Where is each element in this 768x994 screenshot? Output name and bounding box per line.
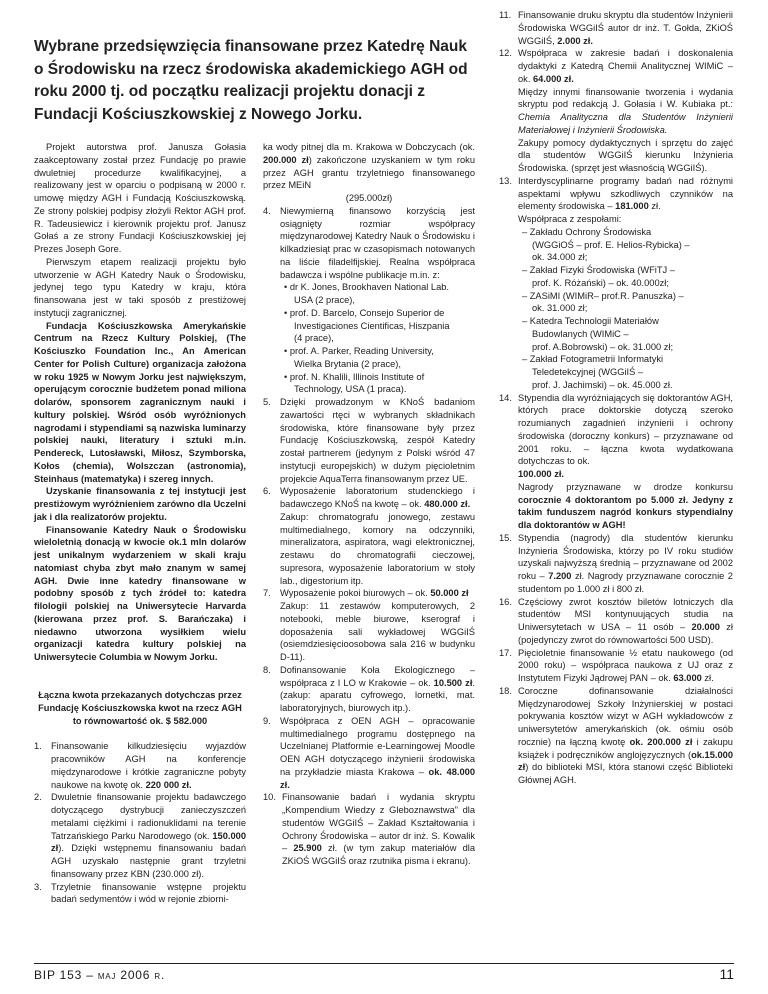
sub-item-continuation: prof. A.Bobrowski) – ok. 31.000 zł; bbox=[532, 341, 674, 352]
list-text: Częściowy zwrot kosztów biletów lotniczych dla studentów MSI kontynuujących studia na Uniwersytetach w USA – 11 osób – 20.000 zł (pojedynczy zwrot do równowartości 500 USD). bbox=[518, 596, 733, 645]
sub-item: – Zakładu Ochrony Środowiska bbox=[522, 226, 652, 237]
list-text: Niewymierną finansowo korzyścią jest osiągnięty rozmiar współpracy międzynarodowej Katedry Nauk o Środowisku i kilkadziesiąt prac w czasopismach notowanych na liście filadelfijskiej. Realna współpraca badawcza i wspólne publikacje m.in. z: • dr K. Jones, Brookhaven National Lab. USA (2 prace), • prof. D. Barcelo, Consejo Superior de Investigaciones Cientificas, Hiszpania (4 prace), • prof. A. Parker, Reading University, Wielka Brytania (2 prace), • prof. N. Khalili, Illinois Institute of Technology, USA (1 praca). bbox=[280, 205, 475, 395]
list-number: 10. bbox=[263, 792, 276, 803]
list-item bbox=[499, 596, 733, 647]
list-item bbox=[499, 47, 733, 175]
bullet-continuation: USA (2 prace), bbox=[294, 295, 355, 305]
list-item bbox=[263, 664, 475, 715]
list-item bbox=[499, 685, 733, 787]
list-number: 17. bbox=[499, 647, 512, 658]
bold-text: Uzyskanie finansowania z tej instytucji jest prestiżowym wyróżnieniem zarówno dla Uczelni jak i dla realizatorów projektu. bbox=[34, 486, 246, 522]
list-item bbox=[34, 791, 246, 880]
bold-text: Finansowanie Katedry Nauk o Środowisku wieloletnią donacją w kwocie ok.1 mln dolarów jest unikalnym wydarzeniem w skali kraju natomiast chyba zbyt mało znanym w samej AGH. Dwie inne katedry finansowane w podobny sposób z tych źródeł to: katedra filologii polskiej na Uniwersytecie Harvarda (kierowana przez prof. S. Barańczaka) i niedawno utworzona wysiłkiem wielu organizacji katedra kultury polskiej na Uniwersytecie Columbia w Nowym Jorku. bbox=[34, 524, 246, 662]
sub-item-continuation: prof. K. Różański) – ok. 40.000zł; bbox=[532, 277, 669, 288]
list-number: 4. bbox=[263, 205, 271, 216]
total-amount-paragraph bbox=[34, 689, 246, 727]
page-title: Wybrane przedsięwzięcia finansowane przez Katedrę Nauk o Środowisku na rzecz środowiska akademickiego AGH od roku 2000 tj. od początku realizacji projektu donacji z Fundacji Kościuszkowskiej z Nowego Jorku. bbox=[34, 38, 468, 123]
list-text: Dzięki prowadzonym w KNoŚ badaniom zawartości rtęci w wybranych składnikach środowiska, które finansowane były przez Fundację Kościuszkowską, zespół Katedry został partnerem (jedynym z Polski wśród 47 instytucji europejskich) w dużym pięcioletnim projekcie AquaTerra finansowanym przez UE. bbox=[280, 397, 475, 484]
spacer bbox=[34, 664, 246, 677]
sub-item-continuation: Teledetekcyjnej (WGGiIŚ – bbox=[532, 367, 644, 377]
page-number: 11 bbox=[719, 966, 734, 982]
sub-item: – Zakład Fotogrametrii Informatyki bbox=[522, 354, 664, 365]
list-number: 7. bbox=[263, 588, 271, 599]
spacer bbox=[34, 677, 246, 690]
list-number: 1. bbox=[34, 741, 42, 752]
bullet-continuation: Wielka Brytania (2 prace), bbox=[294, 358, 401, 369]
list-text: Wyposażenie pokoi biurowych – ok. 50.000 zł Zakup: 11 zestawów komputerowych, 2 notebooki, meble biurowe, kserograf i doposażenia sali wykładowej WGGiIŚ (osiemdziesięcioosobowa sala 216 w budynku D-11). bbox=[280, 588, 475, 662]
paragraph: ka wody pitnej dla m. Krakowa w Dobczycach (ok. 200.000 zł) zakończone uzyskaniem w tym roku przez AGH grantu trzyletniego finansowanego przez MEiN bbox=[263, 142, 476, 191]
paragraph bbox=[34, 524, 246, 664]
list-item bbox=[499, 392, 733, 532]
list-number: 5. bbox=[263, 397, 271, 407]
list-item bbox=[34, 881, 246, 907]
list-text: Coroczne dofinansowanie działalności Międzynarodowej Szkoły Inżynierskiej w postaci pokrywania kosztów wizyt w AGH wykładowców z uniwersytetów amerykańskich (ok. ośmiu osób rocznie) na łączną kwotę ok. 200.000 zł i zakupu książek i podręczników anglojęzycznych (ok.15.000 zł) do biblioteki MSI, która stanowi część Biblioteki Głównej AGH. bbox=[518, 685, 733, 785]
list-item bbox=[263, 205, 475, 396]
list-text: Stypendia (nagrody) dla studentów kierunku Inżynieria Środowiska, którzy po IV roku studiów uzyskali najwyższą średnią – przyznawane od 2002 roku – 7.200 zł. Nagrody przyznawane corocznie 2 studentom po 1.000 zł i 800 zł. bbox=[518, 532, 733, 594]
list-item bbox=[499, 175, 733, 392]
sub-item: – Katedra Technologii Materiałów bbox=[522, 316, 659, 326]
list-number: 15. bbox=[499, 532, 512, 543]
bullet-item: • dr K. Jones, Brookhaven National Lab. bbox=[284, 282, 450, 293]
list-text: Stypendia dla wyróżniających się doktorantów AGH, których prace doktorskie dotyczą szeroko rozumianych zagadnień inżynierii i ochrony środowiska (doroczny konkurs) – przyznawane od 2001 roku. – łączna kwota wydatkowana dotychczas to ok. 100.000 zł. Nagrody przyznawane w drodze konkursu corocznie 4 doktorantom po 5.000 zł. Jedyny z takim funduszem nagród konkurs stypendialny dla doktorantów w AGH! bbox=[518, 392, 734, 530]
list-text: Wyposażenie laboratorium studenckiego i badawczego KNoŚ na kwotę – ok. 480.000 zł. Zakup: chromatografu jonowego, zestawu multimedialnego, komory na odczynniki, mineralizatora, aspiratora, wagi elektronicznej, zestawu do chromatografii cieczowej, supresora, wyposażenie laboratorium w stoły lab., digestorium itp. bbox=[280, 486, 475, 586]
list-number: 12. bbox=[499, 48, 512, 59]
paragraph: (295.000zł) bbox=[345, 193, 393, 203]
paragraph bbox=[34, 485, 246, 523]
list-text: Finansowanie badań i wydania skryptu „Kompendium Wiedzy z Gleboznawstwa” dla studentów WGGiIŚ – Zakład Kształtowania i Ochrony Środowiska – autor dr inż. S. Kowalik – 25.900 zł. (w tym zakup materiałów dla ZKiOŚ WGGiIŚ oraz rzutnika pisma i ekranu). bbox=[282, 792, 475, 866]
list-number: 14. bbox=[499, 392, 512, 403]
list-text: Dofinansowanie Koła Ekologicznego – współpraca z I LO w Krakowie – ok. 10.500 zł. (zakup: aparatu cyfrowego, lornetki, mat. laboratoryjnych, biurowych itp.). bbox=[280, 664, 475, 713]
bullet-continuation: Investigaciones Cientificas, Hiszpania bbox=[294, 320, 450, 331]
list-number: 6. bbox=[263, 486, 271, 497]
footer-issue: BIP 153 – maj 2006 r. bbox=[34, 968, 166, 982]
list-number: 2. bbox=[34, 792, 42, 803]
list-number: 3. bbox=[34, 881, 42, 892]
page-footer bbox=[34, 963, 734, 986]
sub-item-continuation: prof. J. Jachimski) – ok. 45.000 zł. bbox=[532, 379, 673, 390]
bullet-continuation: (4 prace), bbox=[294, 333, 334, 344]
list-text: Współpraca z OEN AGH – opracowanie multimedialnego programu dostępnego na Uczelnianej Platformie e-Learningowej Moodle OEN AGH dotyczącego inżynierii środowiska na przykładzie miasta Krakowa – ok. 48.000 zł. bbox=[280, 715, 475, 790]
sub-item-continuation: Budowlanych (WIMiC – bbox=[532, 328, 629, 339]
list-text: Finansowanie druku skryptu dla studentów Inżynierii Środowiska WGGiIŚ autor dr inż. T. Gołda, ZKiOŚ WGGiIŚ, 2.000 zł. bbox=[518, 10, 733, 46]
sub-item-continuation: (WGGiOŚ – prof. E. Helios-Rybicka) – bbox=[532, 239, 690, 250]
list-item bbox=[499, 9, 733, 47]
sub-item-continuation: ok. 34.000 zł; bbox=[532, 252, 588, 263]
list-item bbox=[499, 532, 733, 596]
list-text: Finansowanie kilkudziesięciu wyjazdów pracowników AGH na konferencje międzynarodowe i krótkie zagraniczne pobyty naukowe na kwotę ok. 220 000 zł. bbox=[51, 741, 246, 790]
list-number: 18. bbox=[499, 685, 512, 696]
bold-text: Łączna kwota przekazanych dotychczas przez Fundację Kościuszkowska kwot na rzecz AGH to równowartość ok. $ 582.000 bbox=[38, 690, 242, 726]
column-right bbox=[499, 9, 733, 787]
list-item bbox=[263, 587, 475, 664]
list-number: 8. bbox=[263, 664, 271, 675]
list-item bbox=[263, 485, 475, 587]
list-text: Dwuletnie finansowanie projektu badawczego dotyczącego dystrybucji zanieczyszczeń metalami ciężkimi i radionuklidami na terenie Tatrzańskiego Parku Narodowego (ok. 150.000 zł). Dzięki wstępnemu finansowaniu badań AGH uzyskało następnie grant trzyletni finansowany przez KBN (230.000 zł). bbox=[51, 792, 246, 879]
list-number: 13. bbox=[499, 175, 512, 186]
bullet-continuation: Technology, USA (1 praca). bbox=[294, 384, 407, 395]
list-text: Pięcioletnie finansowanie ½ etatu naukowego (od 2000 roku) – współpraca naukowa z UJ oraz z Instytutem Fizyki Jądrowej PAN – ok. 63.000 zł. bbox=[518, 647, 733, 683]
list-number: 11. bbox=[499, 10, 512, 20]
sub-item: – Zakład Fizyki Środowiska (WFiTJ – bbox=[522, 265, 675, 275]
spacer bbox=[34, 728, 246, 741]
bullet-item: • prof. N. Khalili, Illinois Institute of bbox=[284, 371, 425, 382]
list-text: Interdyscyplinarne programy badań nad różnymi aspektami wpływu szkodliwych czynników na elementy środowiska – 181.000 zł. Współpraca z zespołami: – Zakładu Ochrony Środowiska (WGGiOŚ – prof. E. Helios-Rybicka) – ok. 34.000 zł; – Zakład Fizyki Środowiska (WFiTJ – prof. K. Różański) – ok. 40.000zł; – ZASiMI (WIMiR– prof.R. Panuszka) – ok. 31.000 zł; – Katedra Technologii Materiałów Budowlanych (WIMiC – prof. A.Bobrowski) – ok. 31.000 zł; – Zakład Fotogrametrii Informatyki Teledetekcyjnej (WGGiIŚ – prof. J. Jachimski) – ok. 45.000 zł. bbox=[518, 175, 733, 390]
bullet-item: • prof. D. Barcelo, Consejo Superior de bbox=[284, 307, 445, 318]
bold-text: Fundacja Kościuszkowska Amerykańskie Centrum na Rzecz Kultury Polskiej, (The Kościuszko Foundation Inc., An American Center for Polish Culture) organizacja założona w roku 1925 w Nowym Jorku jest największym, operującym corocznie budżetem ponad miliona dolarów, sponsorem zagranicznym nauki i kultury polskiej. Wśród osób wyróżnionych nagrodami i stypendiami są nazwiska luminarzy polskiej nauki, literatury i sztuki m.in. Pendereck, Lutosławski, Miłosz, Szymborska, Kołos (chemia), Wolszczan (astronomia), Steinhaus (matematyka) i szereg innych. bbox=[34, 320, 246, 484]
paragraph bbox=[34, 320, 246, 486]
list-text: Trzyletnie finansowanie wstępne projektu badań sedymentów i wód w rejonie zbiorni- bbox=[51, 881, 246, 905]
sub-item-continuation: ok. 31.000 zł; bbox=[532, 303, 588, 314]
list-number: 16. bbox=[499, 596, 512, 607]
list-item bbox=[263, 791, 475, 868]
list-item bbox=[499, 647, 733, 685]
paragraph: Pierwszym etapem realizacji projektu było utworzenie w AGH Katedry Nauk o Środowisku, jedynej tego typu Katedry w kraju, która finansowana jest w taki sposób z prestiżowej instytucji zagranicznej. bbox=[34, 256, 246, 318]
list-item bbox=[34, 740, 246, 791]
list-item bbox=[263, 715, 475, 792]
paragraph: Projekt autorstwa prof. Janusza Gołasia zaakceptowany został przez Fundację po prawie dwuletniej procedurze kwalifikacyjnej, a realizowany jest w oparciu o podpisaną w 2000 r. umowę między AGH i Fundacją Kościuszkowską. Ze strony polskiej podpisy złożyli Rektor AGH prof. R. Tadeusiewicz i kierownik projektu prof. Janusz Gołaś a ze strony Fundacji Kościuszkowskiej jej Prezes Joseph Gore. bbox=[34, 142, 246, 254]
list-item bbox=[263, 396, 475, 485]
sub-item: – ZASiMI (WIMiR– prof.R. Panuszka) – bbox=[522, 290, 684, 301]
list-number: 9. bbox=[263, 715, 271, 726]
bullet-item: • prof. A. Parker, Reading University, bbox=[284, 346, 434, 356]
column-middle bbox=[263, 141, 475, 868]
column-left bbox=[34, 141, 246, 906]
list-text: Współpraca w zakresie badań i doskonalenia dydaktyki z Katedrą Chemii Analitycznej WIMiC – ok. 64.000 zł. Między innymi finansowanie tworzenia i wydania skryptu pod redakcją J. Gołasia i W. Kubiaka pt.: Chemia Analityczna dla Studentów Inżynierii Materiałowej i Inżynierii Środowiska. Zakupy pomocy dydaktycznych i sprzętu do zajęć dla studentów WGGiIŚ kierunku Inżynieria Środowiska. (sprzęt jest własnością WGGiIŚ). bbox=[518, 48, 733, 173]
